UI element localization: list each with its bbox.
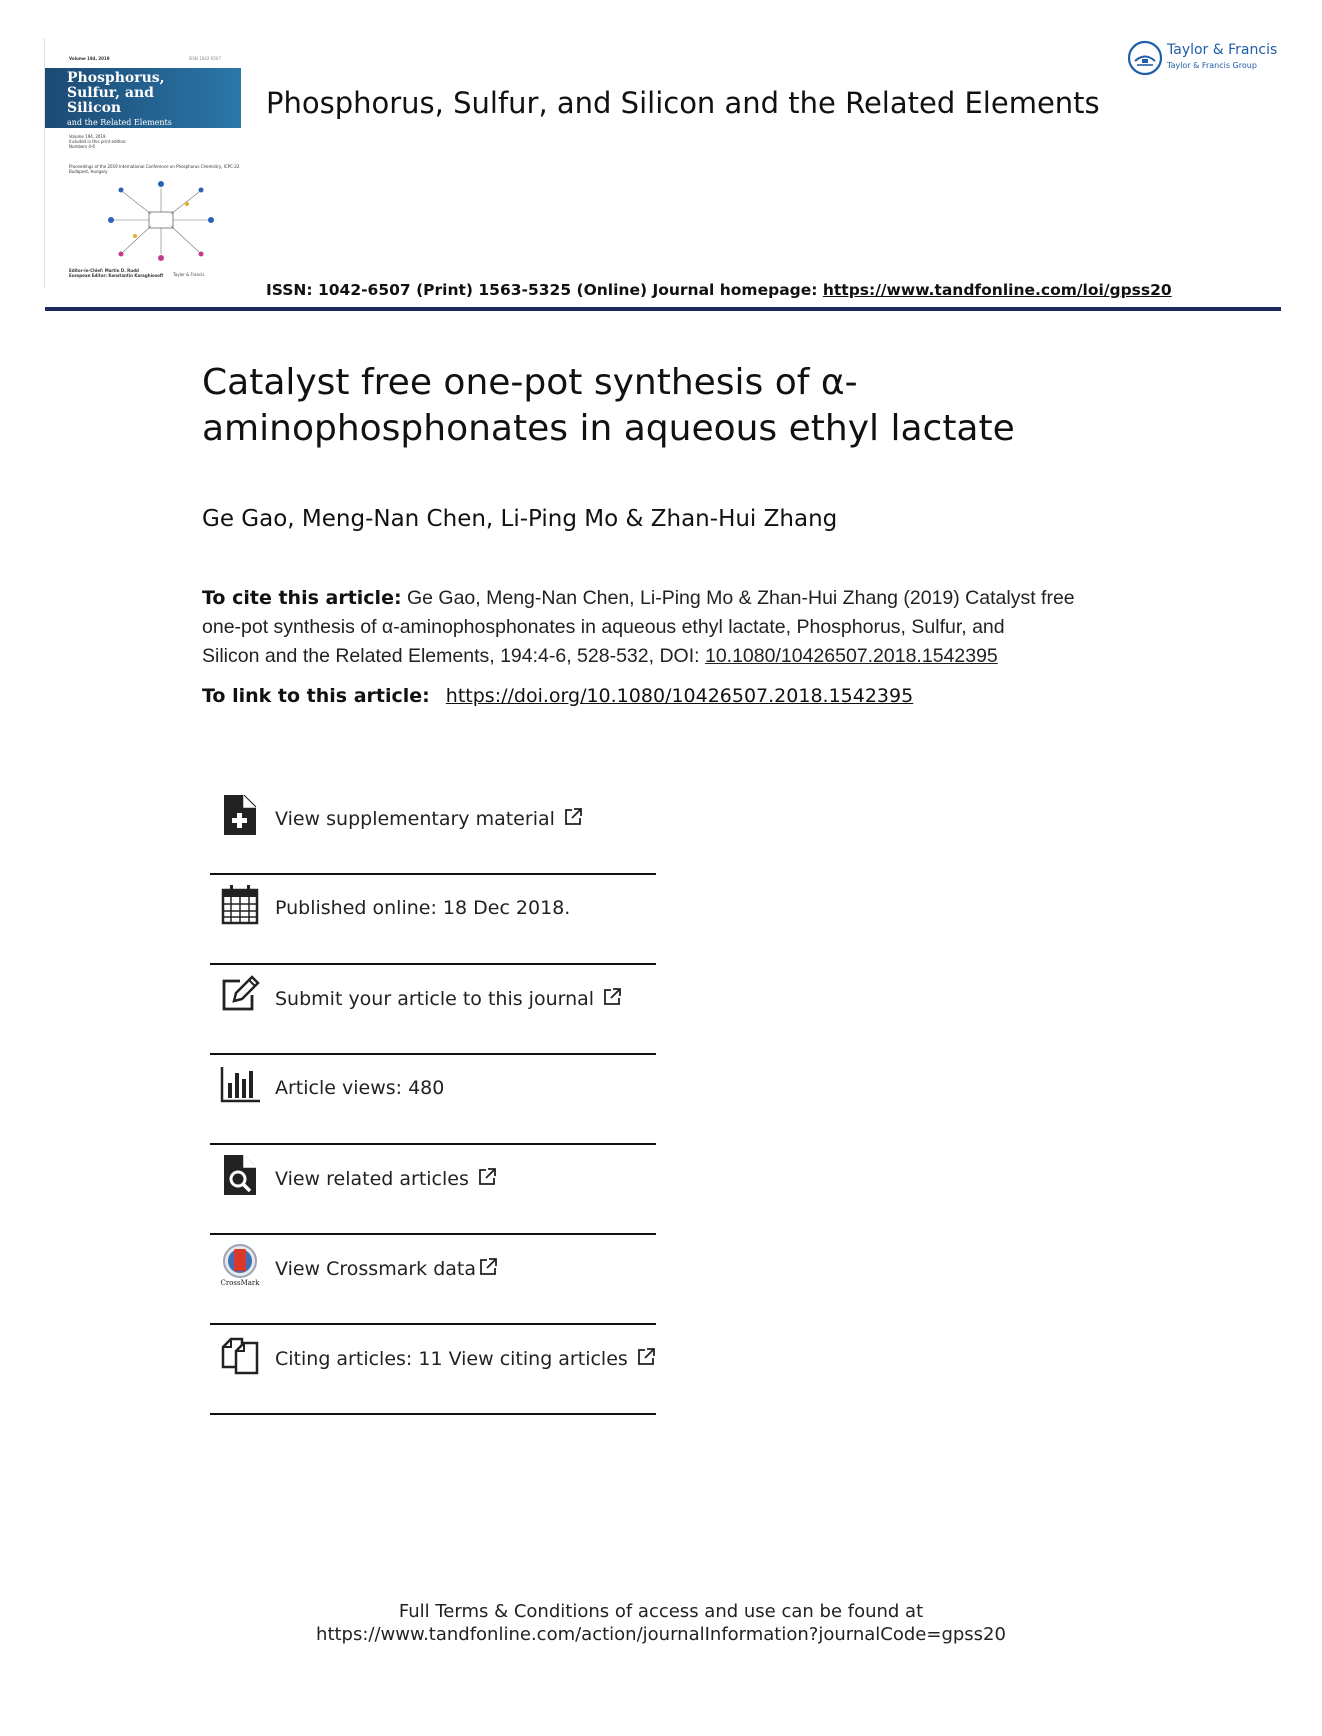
publisher-name: Taylor & Francis: [1167, 42, 1278, 58]
document-plus-icon: [220, 793, 260, 837]
article-title-line-2: aminophosphonates in aqueous ethyl lactate: [202, 408, 1015, 449]
crossmark-row[interactable]: [210, 1235, 656, 1325]
cover-title: Phosphorus, Sulfur, and Silicon: [67, 70, 165, 116]
external-link-icon: [563, 807, 583, 827]
edit-icon: [220, 973, 260, 1017]
journal-cover: [44, 38, 241, 288]
published-online-row: [210, 875, 656, 965]
article-info-list: [210, 785, 656, 1415]
citing-articles-row[interactable]: [210, 1325, 656, 1415]
article-title-line-1: Catalyst free one-pot synthesis of α-: [202, 362, 858, 403]
journal-title: Phosphorus, Sulfur, and Silicon and the Related Elements: [266, 86, 1100, 120]
supplementary-material-row[interactable]: [210, 785, 656, 875]
article-doi-link[interactable]: https://doi.org/10.1080/10426507.2018.1542395: [445, 685, 914, 707]
footer-terms-link[interactable]: https://www.tandfonline.com/action/journalInformation?journalCode=gpss20: [316, 1624, 1006, 1645]
cover-proceedings-note: Proceedings of the 2019 International Conference on Phosphorus Chemistry, ICPC-22 Budapest, Hungary: [69, 164, 240, 174]
cite-line-1: Ge Gao, Meng-Nan Chen, Li-Ping Mo & Zhan-Hui Zhang (2019) Catalyst free: [401, 587, 1075, 609]
publisher-logo[interactable]: [1127, 38, 1287, 78]
info-label: View Crossmark data: [275, 1257, 498, 1280]
article-title: [202, 360, 1102, 452]
cover-volume: Volume 194, 2019: [69, 56, 110, 61]
article-authors: Ge Gao, Meng-Nan Chen, Li-Ping Mo & Zhan-Hui Zhang: [202, 506, 838, 532]
cover-publisher-logo: Taylor & Francis: [173, 272, 205, 277]
info-label: View supplementary material: [275, 807, 583, 830]
link-label: To link to this article:: [202, 685, 430, 707]
related-articles-row[interactable]: [210, 1145, 656, 1235]
header-divider: [45, 307, 1281, 311]
info-label: Published online: 18 Dec 2018.: [275, 897, 571, 919]
journal-homepage-link[interactable]: https://www.tandfonline.com/loi/gpss20: [822, 281, 1172, 299]
cover-subtitle: and the Related Elements: [67, 118, 172, 127]
submit-article-row[interactable]: [210, 965, 656, 1055]
external-link-icon: [478, 1257, 498, 1277]
info-label: Submit your article to this journal: [275, 987, 622, 1010]
cover-issn: ISSN 1042-6507: [188, 56, 221, 61]
cite-label: To cite this article:: [202, 587, 402, 609]
cover-issue-note: Volume 194, 2019 Included in this print edition: Numbers 4-6: [69, 134, 127, 149]
article-views-row: [210, 1055, 656, 1145]
info-label: View related articles: [275, 1167, 497, 1190]
info-label: Citing articles: 11 View citing articles: [275, 1347, 656, 1370]
footer-line-1: Full Terms & Conditions of access and use can be found at: [398, 1601, 924, 1622]
external-link-icon: [602, 987, 622, 1007]
external-link-icon: [477, 1167, 497, 1187]
info-label: Article views: 480: [275, 1077, 445, 1099]
crossmark-icon: [220, 1243, 260, 1287]
search-document-icon: [220, 1153, 260, 1197]
row-divider: [210, 1413, 656, 1415]
issn-text: ISSN: 1042-6507 (Print) 1563-5325 (Online) Journal homepage:: [266, 281, 823, 299]
cite-line-3: Silicon and the Related Elements, 194:4-6, 528-532, DOI:: [202, 645, 705, 667]
issn-line: [266, 281, 1172, 299]
publisher-group: Taylor & Francis Group: [1167, 61, 1257, 70]
cite-line-2: one-pot synthesis of α-aminophosphonates in aqueous ethyl lactate, Phosphorus, Sulfur, and: [202, 616, 1005, 638]
crossmark-text: CrossMark: [220, 1279, 260, 1287]
external-link-icon: [636, 1347, 656, 1367]
cover-scheme-image: [91, 174, 231, 268]
cover-editors: Editor-in-Chief: Martin D. Rudd European Editor: Konstantin Karaghiosoff: [69, 268, 164, 278]
citation-block: [202, 584, 1102, 671]
taylor-francis-icon: [1127, 40, 1163, 76]
terms-footer: [0, 1600, 1322, 1646]
article-link-line: [202, 685, 913, 707]
calendar-icon: [220, 883, 260, 927]
citing-articles-icon: [220, 1333, 260, 1377]
cite-doi-link[interactable]: 10.1080/10426507.2018.1542395: [704, 645, 998, 667]
bar-chart-icon: [220, 1063, 260, 1107]
